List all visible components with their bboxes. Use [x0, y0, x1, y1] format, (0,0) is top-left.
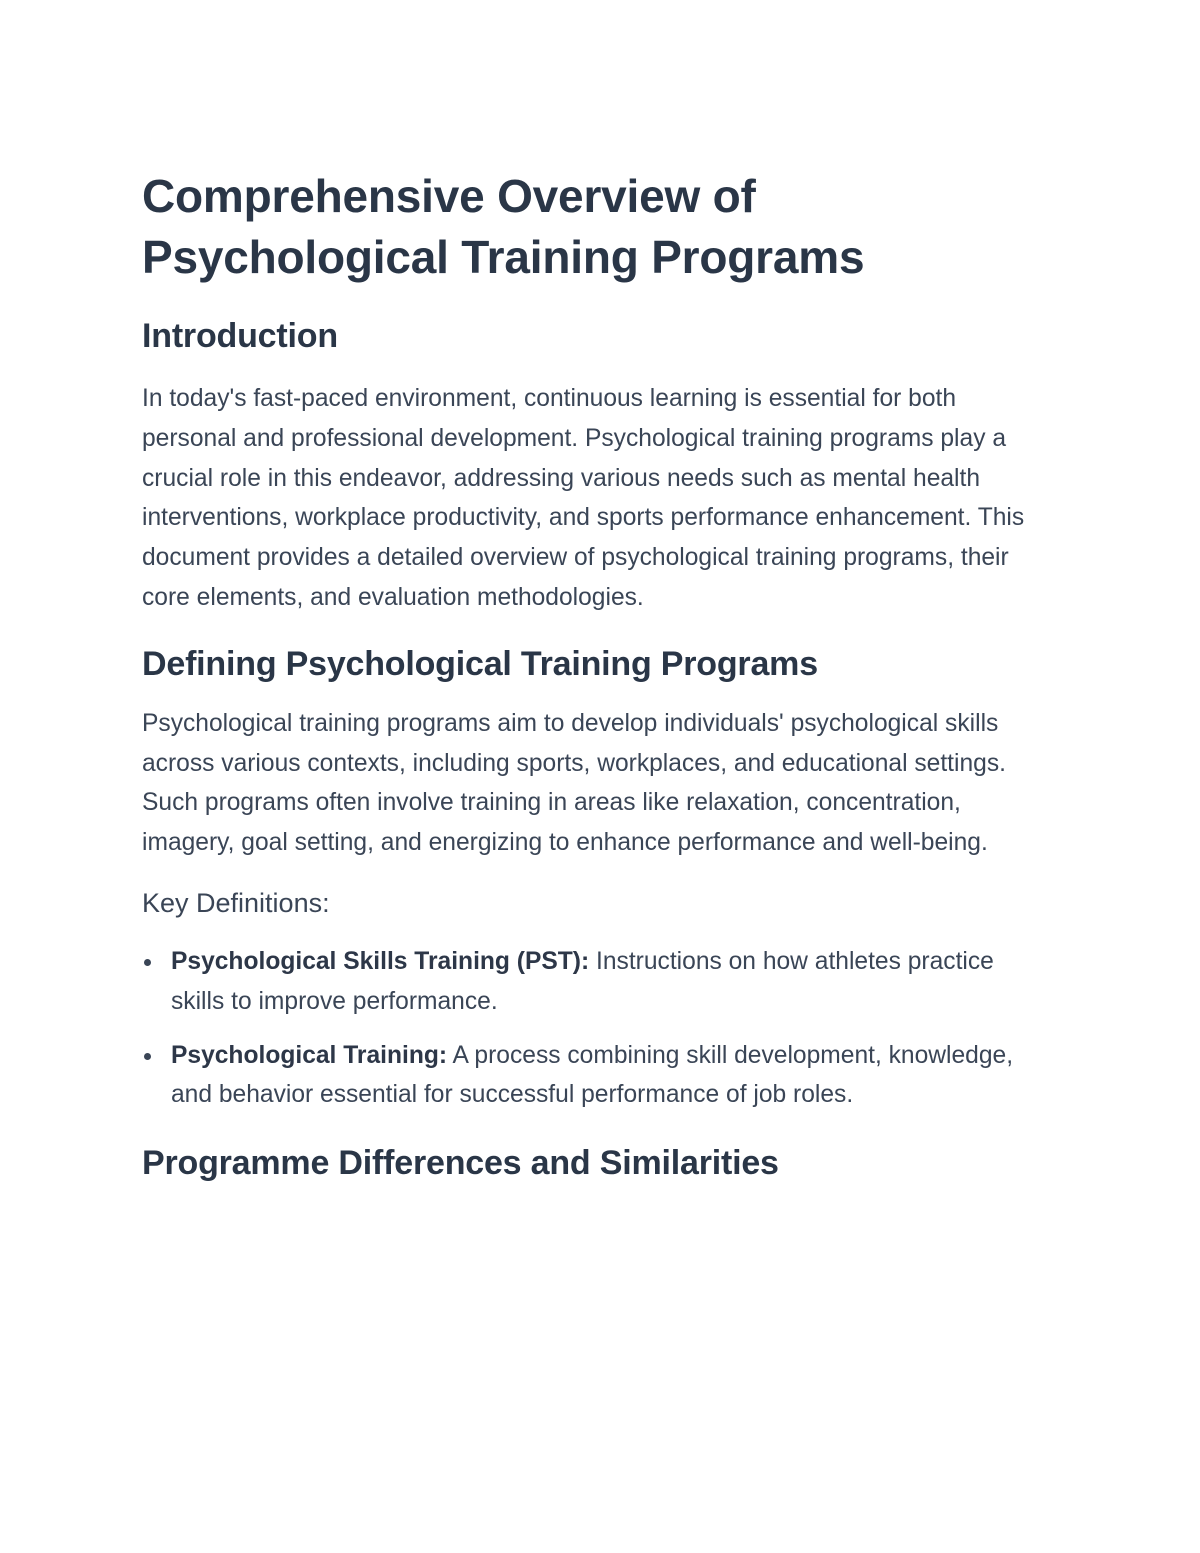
document-page — [142, 166, 1062, 1185]
section-heading-defining: Defining Psychological Training Programs — [142, 644, 818, 683]
key-definitions-heading: Key Definitions: — [142, 887, 330, 918]
list-item — [142, 1036, 1031, 1116]
bullet-icon — [144, 1053, 151, 1060]
definition-term: Psychological Skills Training (PST): — [171, 947, 590, 975]
section-heading-introduction: Introduction — [142, 317, 338, 355]
introduction-paragraph: In today's fast-paced environment, continuous learning is essential for both personal and professional development. Psychological training programs play a crucial role in this endeavor, addressing various needs such as mental health interventions, workplace productivity, and sports performance enhancement. This document provides a detailed overview of psychological training programs, their core elements, and evaluation methodologies. — [142, 385, 1025, 611]
definitions-list — [142, 942, 1062, 1115]
definition-term: Psychological Training: — [171, 1041, 448, 1069]
document-title: Comprehensive Overview of Psychological Training Programs — [142, 170, 865, 283]
definition-text: A process combining skill development, knowledge, and behavior essential for successful performance of job roles. — [171, 1041, 1014, 1109]
section-heading-differences: Programme Differences and Similarities — [142, 1144, 779, 1183]
bullet-icon — [144, 959, 151, 966]
defining-paragraph: Psychological training programs aim to develop individuals' psychological skills across various contexts, including sports, workplaces, and educational settings. Such programs often involve training in areas like relaxation, concentration, imagery, goal setting, and energizing to enhance performance and well-being. — [142, 709, 1006, 857]
definition-text: Instructions on how athletes practice skills to improve performance. — [171, 947, 994, 1015]
list-item — [142, 942, 1031, 1022]
